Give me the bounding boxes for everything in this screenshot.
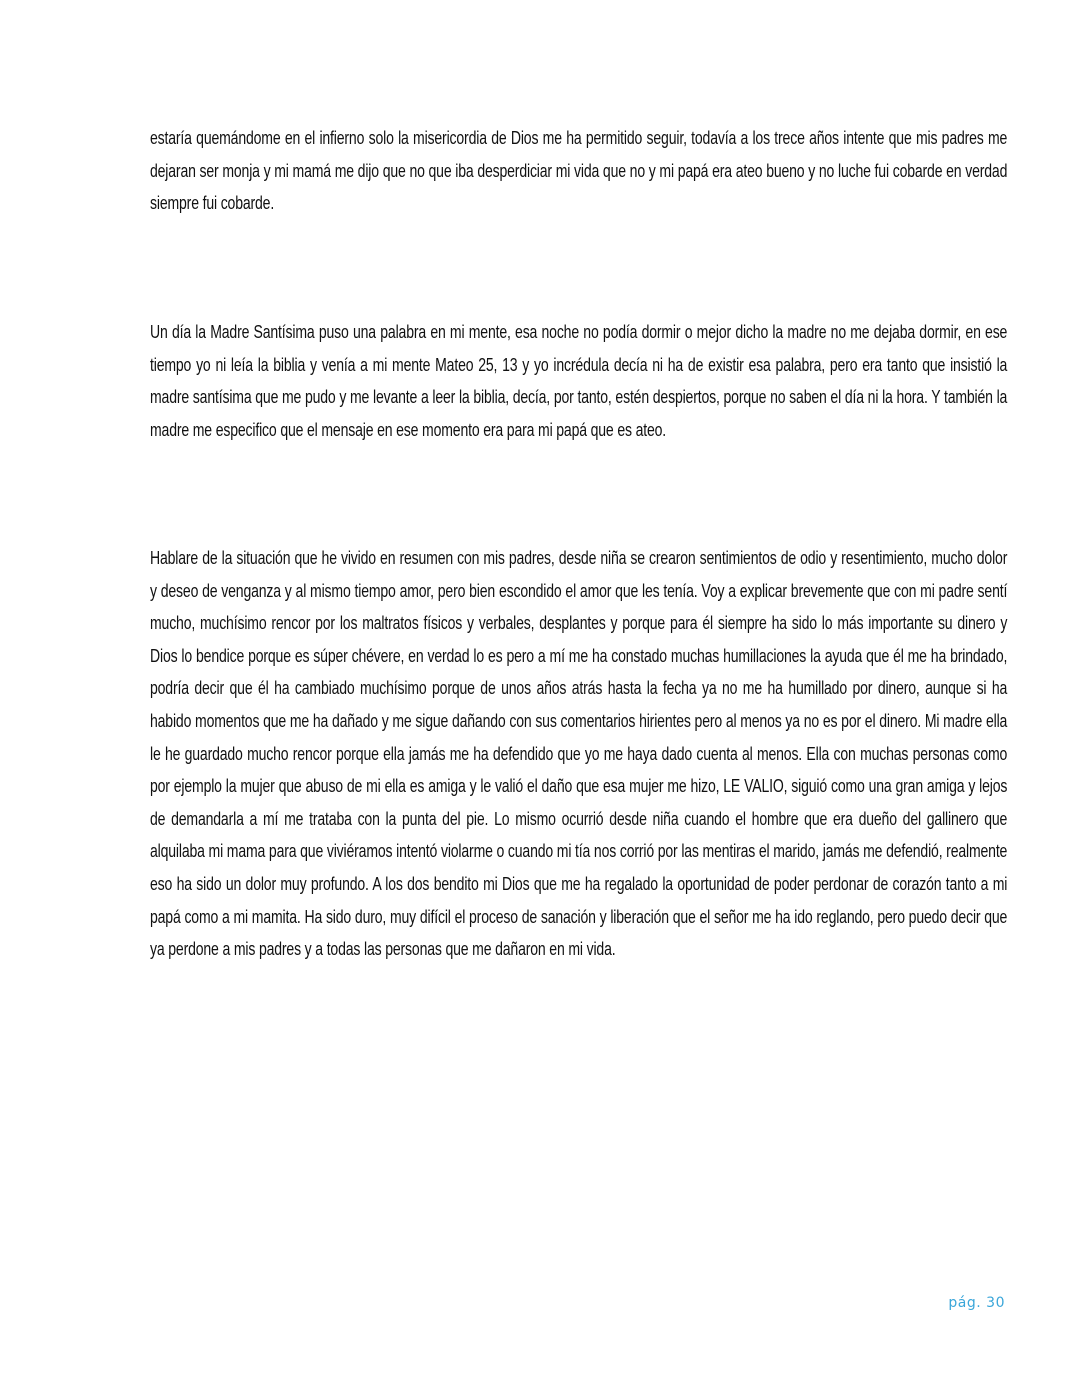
page-number: pág. 30	[948, 1295, 1005, 1311]
page-body	[150, 122, 1007, 966]
paragraph-1: estaría quemándome en el infierno solo la misericordia de Dios me ha permitido seguir, todavía a los trece años intente que mis padres me dejaran ser monja y mi mamá me dijo que no que iba desperdiciar mi vida que no y mi papá era ateo bueno y no luche fui cobarde en verdad siempre fui cobarde.	[150, 128, 1008, 214]
paragraph-2: Un día la Madre Santísima puso una palabra en mi mente, esa noche no podía dormir o mejor dicho la madre no me dejaba dormir, en ese tiempo yo ni leía la biblia y venía a mi mente Mateo 25, 13 y yo incrédula decía ni ha de existir esa palabra, pero era tanto que insistió la madre santísima que me pudo y me levante a leer la biblia, decía, por tanto, estén despiertos, porque no saben el día ni la hora. Y también la madre me especifico que el mensaje en ese momento era para mi papá que es ateo.	[150, 322, 1008, 440]
paragraph-3: Hablare de la situación que he vivido en resumen con mis padres, desde niña se crearon sentimientos de odio y resentimiento, mucho dolor y deseo de venganza y al mismo tiempo amor, pero bien escondido el amor que les tenía. Voy a explicar brevemente que con mi padre sentí mucho, muchísimo rencor por los maltratos físicos y verbales, desplantes y porque para él siempre ha sido lo más importante su dinero y Dios lo bendice porque es súper chévere, en verdad lo es pero a mí me ha constado muchas humillaciones la ayuda que él me ha brindado, podría decir que él ha cambiado muchísimo porque de unos años atrás hasta la fecha ya no me ha humillado por dinero, aunque si ha habido momentos que me ha dañado y me sigue dañando con sus comentarios hirientes pero al menos ya no es por el dinero. Mi madre ella le he guardado mucho rencor porque ella jamás me ha defendido que yo me haya dado cuenta al menos. Ella con muchas personas como por ejemplo la mujer que abuso de mi ella es amiga y le valió el daño que esa mujer me hizo, LE VALIO, siguió como una gran amiga y lejos de demandarla a mí me trataba con la punta del pie. Lo mismo ocurrió desde niña cuando el hombre que era dueño del gallinero que alquilaba mi mama para que viviéramos intentó violarme o cuando mi tía nos corrió por las mentiras el marido, jamás me defendió, realmente eso ha sido un dolor muy profundo. A los dos bendito mi Dios que me ha regalado la oportunidad de poder perdonar de corazón tanto a mi papá como a mi mamita. Ha sido duro, muy difícil el proceso de sanación y liberación que el señor me ha ido reglando, pero puedo decir que ya perdone a mis padres y a todas las personas que me dañaron en mi vida.	[150, 548, 1008, 960]
